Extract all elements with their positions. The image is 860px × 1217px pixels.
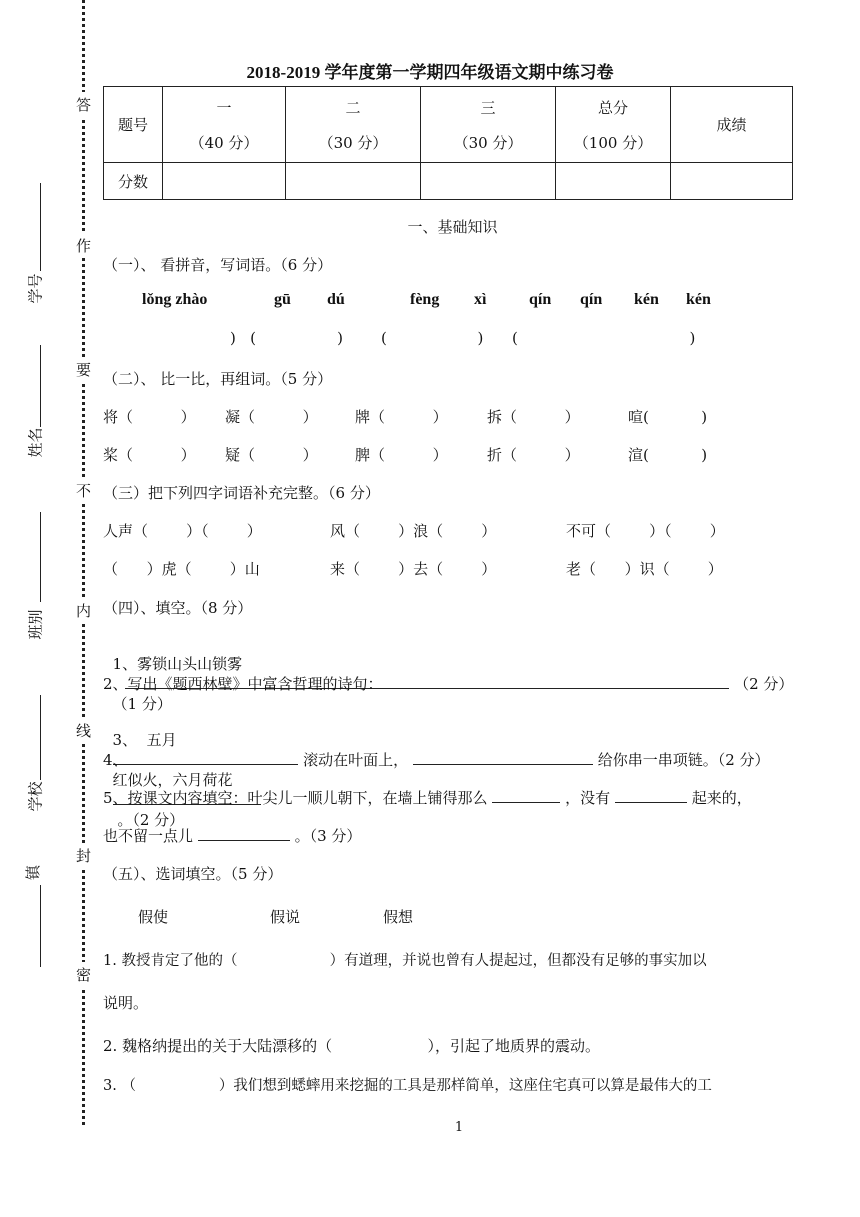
q4-points: 。（3 分） [294, 827, 362, 845]
score-table [103, 86, 793, 200]
page-number: 1 [454, 1120, 464, 1135]
q4-title: （四）、填空。（8 分） [103, 599, 253, 617]
pinyin: kén [686, 291, 711, 308]
q5-sentence-1-cont: 说明。 [103, 994, 149, 1012]
town-line [40, 885, 41, 967]
seal-char: 封 [76, 843, 91, 868]
answer-blank[interactable] [387, 674, 729, 689]
col-total [556, 87, 671, 163]
q2-item[interactable]: 折（ ） [487, 446, 580, 464]
col-points: （40 分） [189, 133, 259, 152]
score-cell[interactable] [286, 163, 421, 200]
q4-text: 4、 [103, 751, 128, 769]
seal-char: 要 [76, 357, 91, 382]
q4-item-4 [103, 749, 770, 770]
col-name: 三 [480, 98, 496, 117]
seal-dotted-line [82, 0, 85, 1125]
seal-char: 不 [76, 478, 91, 503]
q1-title: （一）、 看拼音，写词语。（6 分） [103, 256, 333, 274]
class-line [40, 512, 41, 602]
score-cell[interactable] [556, 163, 671, 200]
seal-char: 密 [76, 962, 91, 987]
q4-text: 2、写出《题西林壁》中富含哲理的诗句： [103, 675, 383, 693]
q1-answer-brackets[interactable]: ) ( ) ( ) ( ) [230, 329, 696, 347]
school-label: 学校 [26, 781, 45, 812]
q5-word: 假说 [270, 908, 301, 926]
name-label: 姓名 [26, 427, 45, 458]
table-header-label: 题号 [104, 87, 163, 163]
q5-sentence-1[interactable]: 1. 教授肯定了他的（ ）有道理，并说也曾有人提起过，但都没有足够的事实加以 [103, 953, 707, 969]
q4-text: 3、 五月 [112, 731, 177, 749]
town-label: 镇 [24, 864, 43, 881]
q4-text: 也不留一点儿 [103, 827, 194, 845]
q4-item-5-cont [103, 825, 361, 846]
pinyin: kén [634, 291, 659, 308]
q5-sentence-3[interactable]: 3. （ ）我们想到蟋蟀用来挖掘的工具是那样简单，这座住宅真可以算是最伟大的工 [103, 1078, 712, 1094]
q4-item-3 [103, 711, 261, 830]
pinyin: qín [529, 291, 552, 308]
q4-text: 1、雾锁山头山锁雾 [112, 655, 243, 673]
seal-char: 答 [76, 92, 91, 117]
q2-item[interactable]: 渲( ) [628, 446, 708, 464]
q5-word: 假使 [138, 908, 169, 926]
answer-blank[interactable] [132, 750, 298, 765]
exam-title: 2018-2019 学年度第一学期四年级语文期中练习卷 [246, 63, 614, 82]
q4-points: （1 分） [112, 695, 172, 713]
section-heading: 一、基础知识 [407, 218, 498, 236]
pinyin: dú [327, 291, 345, 308]
q2-item[interactable]: 将（ ） [103, 408, 196, 426]
answer-blank[interactable] [198, 826, 290, 841]
pinyin: gū [274, 291, 291, 308]
name-line [40, 345, 41, 427]
col-1 [163, 87, 286, 163]
seal-char: 线 [76, 718, 91, 743]
q2-item[interactable]: 拆（ ） [487, 408, 580, 426]
pinyin: fèng [410, 291, 440, 308]
col-2 [286, 87, 421, 163]
q4-text: 给你串一串项链。（2 分） [597, 751, 770, 769]
q4-text: 5、按课文内容填空：叶尖儿一顺儿朝下，在墙上铺得那么 [103, 789, 488, 807]
q5-word: 假想 [383, 908, 414, 926]
q5-sentence-2[interactable]: 2. 魏格纳提出的关于大陆漂移的（ ），引起了地质界的震动。 [103, 1037, 600, 1055]
q5-title: （五）、选词填空。（5 分） [103, 865, 283, 883]
q2-item[interactable]: 凝（ ） [225, 408, 318, 426]
score-cell[interactable] [671, 163, 793, 200]
q3-item[interactable]: 风（ ）浪（ ） [330, 522, 497, 540]
q2-item[interactable]: 喧( ) [628, 408, 708, 426]
q3-item[interactable]: 人声（ ）（ ） [103, 522, 262, 540]
score-cell[interactable] [163, 163, 286, 200]
q4-points: （2 分） [734, 675, 794, 693]
q3-item[interactable]: 来（ ）去（ ） [330, 560, 497, 578]
col-name: 总分 [597, 98, 628, 117]
col-name: 一 [216, 98, 232, 117]
seal-char: 内 [76, 598, 91, 623]
q4-item-5 [103, 787, 752, 808]
answer-blank[interactable] [413, 750, 593, 765]
q2-item[interactable]: 牌（ ） [355, 408, 448, 426]
q4-item-2 [103, 673, 793, 694]
q4-text: 滚动在叶面上， [303, 751, 409, 769]
student-id-label: 学号 [26, 273, 45, 304]
q3-item[interactable]: （ ）虎（ ）山 [103, 560, 260, 578]
q4-text: 红似火，六月荷花 [112, 771, 233, 789]
q2-item[interactable]: 疑（ ） [225, 446, 318, 464]
col-points: （30 分） [453, 133, 523, 152]
pinyin: lǒng zhào [142, 291, 208, 308]
q2-title: （二）、 比一比，再组词。（5 分） [103, 370, 333, 388]
q4-points: 。（2 分） [112, 811, 185, 829]
col-3 [421, 87, 556, 163]
pinyin: xì [474, 291, 487, 308]
q4-text: ，没有 [565, 789, 611, 807]
score-row-label: 分数 [104, 163, 163, 200]
answer-blank[interactable] [615, 788, 687, 803]
score-cell[interactable] [421, 163, 556, 200]
col-name: 二 [345, 98, 361, 117]
q4-text: 起来的， [691, 789, 752, 807]
q2-item[interactable]: 桨（ ） [103, 446, 196, 464]
school-line [40, 695, 41, 780]
q3-item[interactable]: 不可（ ）（ ） [566, 522, 725, 540]
col-points: （30 分） [318, 133, 388, 152]
q3-item[interactable]: 老（ ）识（ ） [566, 560, 723, 578]
pinyin: qín [580, 291, 603, 308]
answer-blank[interactable] [492, 788, 560, 803]
q2-item[interactable]: 脾（ ） [355, 446, 448, 464]
q3-title: （三）把下列四字词语补充完整。（6 分） [103, 484, 380, 502]
col-result: 成绩 [671, 87, 793, 163]
seal-char: 作 [76, 233, 91, 258]
class-label: 班别 [26, 609, 45, 640]
col-points: （100 分） [573, 133, 653, 152]
